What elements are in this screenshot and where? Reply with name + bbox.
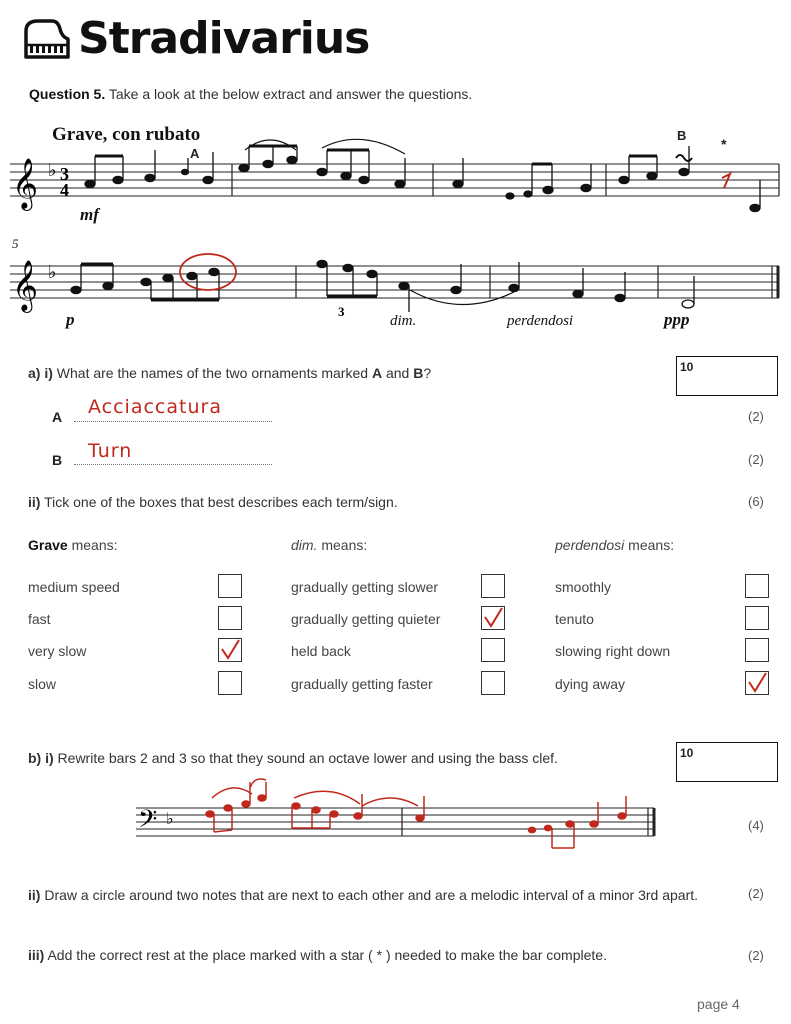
part-a-i-end: ? <box>423 365 432 381</box>
part-a-i-question <box>28 365 431 381</box>
handwritten-bass-notes <box>206 779 626 848</box>
notes-staff-2 <box>71 260 694 312</box>
option-dim-2: held back <box>291 643 351 659</box>
option-grave-0: medium speed <box>28 579 120 595</box>
part-a-i-bold-b: B <box>413 365 424 381</box>
part-a-ii-text: Tick one of the boxes that best describes each term/sign. <box>44 494 398 510</box>
time-sig-top: 3 <box>60 164 69 184</box>
checkbox-dim-0[interactable] <box>481 574 505 598</box>
checkbox-perdendosi-3[interactable] <box>745 671 769 695</box>
score-box-a[interactable] <box>676 356 778 396</box>
bass-staff-answer[interactable] <box>0 770 791 860</box>
option-dim-3: gradually getting faster <box>291 676 433 692</box>
rest-answer <box>722 174 730 188</box>
term-dim: dim. <box>390 313 417 329</box>
grave-heading <box>28 537 118 553</box>
option-dim-0: gradually getting slower <box>291 579 439 595</box>
option-grave-1: fast <box>28 611 51 627</box>
part-b-i-question <box>28 750 558 766</box>
dim-heading-term: dim. <box>291 537 318 553</box>
part-a-i-label: a) i) <box>28 365 53 381</box>
ornament-label-b: B <box>677 128 687 143</box>
option-perdendosi-2: slowing right down <box>555 643 671 659</box>
part-a-i-text: What are the names of the two ornaments marked <box>56 365 369 381</box>
part-b-iii-question <box>28 947 607 963</box>
marks-b-iii: (2) <box>748 948 764 963</box>
bass-clef: 𝄢 <box>138 805 158 840</box>
checkbox-dim-2[interactable] <box>481 638 505 662</box>
star-marker: * <box>721 136 727 152</box>
part-b-iii-label: iii) <box>28 947 45 963</box>
slur-2 <box>322 139 405 154</box>
tick-mark-icon <box>746 672 768 694</box>
dim-heading <box>291 537 367 553</box>
perdendosi-heading-suffix: means: <box>628 537 675 553</box>
score-box-b-value: 10 <box>680 746 694 760</box>
ornament-label-a: A <box>190 146 200 161</box>
marks-b: (2) <box>748 452 764 467</box>
term-perdendosi: perdendosi <box>507 313 574 329</box>
part-b-i-label: b) i) <box>28 750 54 766</box>
option-perdendosi-0: smoothly <box>555 579 612 595</box>
checkbox-grave-2[interactable] <box>218 638 242 662</box>
option-perdendosi-1: tenuto <box>555 611 594 627</box>
part-b-iii-text: Add the correct rest at the place marked with a star ( * ) needed to make the bar complete. <box>47 947 607 963</box>
notes-staff-1 <box>85 146 760 212</box>
brand-title: Stradivarius <box>78 13 370 64</box>
handwritten-answer-b: Turn <box>88 440 133 462</box>
grave-heading-suffix: means: <box>71 537 118 553</box>
key-flat-2: ♭ <box>48 262 57 283</box>
checkbox-dim-3[interactable] <box>481 671 505 695</box>
part-a-ii-label: ii) <box>28 494 41 510</box>
option-perdendosi-3: dying away <box>555 676 626 692</box>
perdendosi-heading-term: perdendosi <box>555 537 625 553</box>
perdendosi-heading <box>555 537 674 553</box>
checkbox-perdendosi-2[interactable] <box>745 638 769 662</box>
handwritten-answer-a: Acciaccatura <box>88 396 222 418</box>
question-text: Take a look at the below extract and answer the questions. <box>108 86 473 102</box>
triplet-number: 3 <box>338 304 345 319</box>
part-a-i-bold-a: A <box>371 365 383 381</box>
marks-a: (2) <box>748 409 764 424</box>
option-dim-1: gradually getting quieter <box>291 611 441 627</box>
part-b-ii-label: ii) <box>28 887 41 903</box>
grave-heading-term: Grave <box>28 537 68 553</box>
marks-b-i: (4) <box>748 818 764 833</box>
page-number: page 4 <box>697 996 740 1012</box>
answer-letter-a: A <box>52 409 63 425</box>
dynamic-p: p <box>66 310 75 329</box>
staff-lines-1 <box>10 164 779 196</box>
option-grave-3: slow <box>28 676 57 692</box>
part-b-ii-question <box>28 884 708 906</box>
treble-clef-2: 𝄞 <box>12 260 39 311</box>
part-a-i-and: and <box>385 365 410 381</box>
treble-clef: 𝄞 <box>12 158 39 209</box>
checkbox-perdendosi-0[interactable] <box>745 574 769 598</box>
bass-key-flat: ♭ <box>166 809 174 828</box>
answer-letter-b: B <box>52 452 63 468</box>
tick-mark-icon <box>482 607 504 629</box>
checkbox-grave-1[interactable] <box>218 606 242 630</box>
score-box-a-value: 10 <box>680 360 694 374</box>
checkbox-grave-3[interactable] <box>218 671 242 695</box>
answer-line-a[interactable] <box>74 421 272 422</box>
music-score <box>0 0 791 340</box>
marks-a-ii: (6) <box>748 494 764 509</box>
marks-b-ii: (2) <box>748 886 764 901</box>
answer-line-b[interactable] <box>74 464 272 465</box>
dynamic-ppp: ppp <box>664 310 690 329</box>
checkbox-perdendosi-1[interactable] <box>745 606 769 630</box>
circled-notes <box>180 254 236 290</box>
key-flat: ♭ <box>48 160 57 181</box>
dynamic-mf: mf <box>80 205 99 224</box>
tempo-marking: Grave, con rubato <box>52 124 201 145</box>
checkbox-grave-0[interactable] <box>218 574 242 598</box>
question-label: Question 5. <box>29 86 106 102</box>
dim-heading-suffix: means: <box>321 537 368 553</box>
checkbox-dim-1[interactable] <box>481 606 505 630</box>
part-b-i-text: Rewrite bars 2 and 3 so that they sound an octave lower and using the bass clef. <box>57 750 558 766</box>
tick-mark-icon <box>219 639 241 661</box>
time-sig-bottom: 4 <box>60 180 69 200</box>
slur-3 <box>410 290 514 305</box>
bar-number: 5 <box>12 236 19 251</box>
staff-lines-2 <box>10 266 779 298</box>
option-grave-2: very slow <box>28 643 87 659</box>
part-a-ii-question <box>28 494 398 510</box>
part-b-ii-text: Draw a circle around two notes that are next to each other and are a melodic interval of a minor 3rd apart. <box>44 887 699 903</box>
